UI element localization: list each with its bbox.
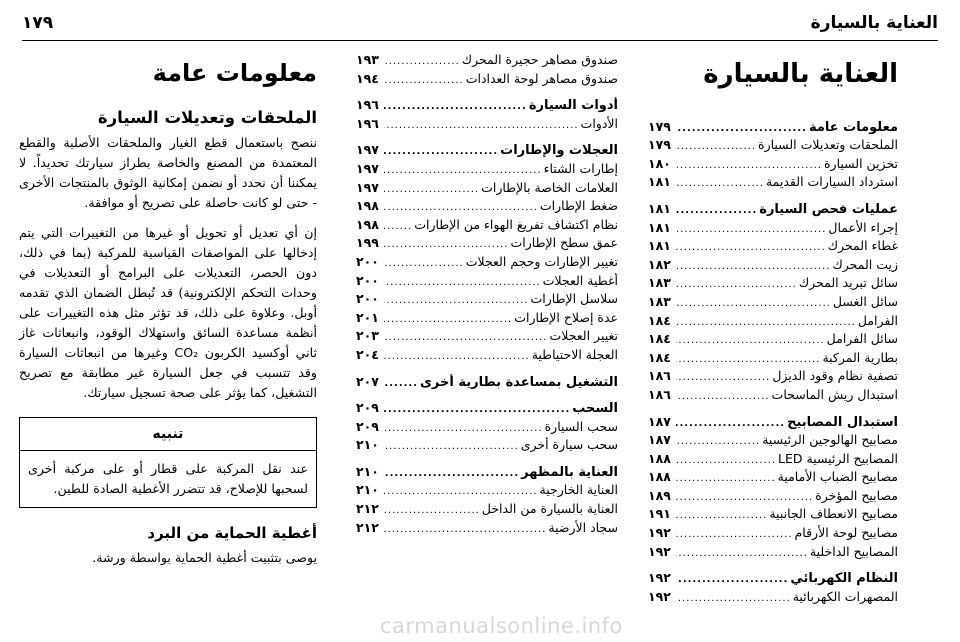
toc-leader-dots [676,574,788,585]
toc-leader-dots [384,239,509,250]
toc-page-number: ١٩٢ [648,570,671,586]
toc-leader-dots [384,441,519,452]
toc-entry[interactable] [356,52,618,71]
toc-entry[interactable] [648,469,898,488]
toc-leader-dots [384,146,498,157]
toc-page-number: ١٩٩ [356,235,379,251]
toc-entry[interactable] [356,310,618,329]
toc-entry-text: تغيير الإطارات وحجم العجلات [465,253,618,269]
toc-heading-text: أدوات السيارة [528,98,618,114]
toc-page-number: ١٩٧ [356,142,379,158]
toc-entry-text: غطاء المحرك [827,238,898,254]
toc-leader-dots [384,184,479,195]
header-page-number: ١٧٩ [22,13,54,33]
toc-leader-dots [384,295,529,306]
toc-page-number: ٢١٢ [356,501,379,517]
toc-entry-text: سلاسل الإطارات [530,291,618,307]
toc-entry[interactable] [648,544,898,563]
toc-heading-text: العجلات والإطارات [500,143,618,159]
toc-page-number: ١٨٩ [648,487,671,503]
toc-entry[interactable] [356,161,618,180]
toc-entry[interactable] [648,257,898,276]
toc-leader-dots [676,510,767,521]
paragraph-covers: يوصى بتثبيت أغطية الحماية بواسطة ورشة. [92,550,317,566]
toc-leader-dots [676,123,807,134]
toc-page-number: ١٩٧ [356,179,379,195]
toc-heading-text: معلومات عامة [808,119,898,135]
toc-entry[interactable] [356,71,618,90]
header-title: العناية بالسيارة [810,13,938,33]
toc-page-number: ١٧٩ [648,118,671,134]
toc-entry-text: استرداد السيارات القديمة [765,174,898,190]
toc-entry-text: مصابيح لوحة الأرقام [794,525,898,541]
toc-entry[interactable] [648,451,898,470]
toc-leader-dots [676,261,830,272]
paragraph-accessories: ننصح باستعمال قطع الغيار والملحقات الأصلية والقطع المعتمدة من المصنع والخاصة بطراز سيارتك تحديداً. لا يمكننا أن نحدد أو نضمن إمكانية الوثوق بالمنتجات الأخرى - حتى لو كانت حاصلة على تصريح أو موافقة. [19,135,317,211]
toc-leader-dots [676,473,776,484]
toc-entry[interactable] [648,294,898,313]
toc-leader-dots [676,455,776,466]
toc-heading-text: عمليات فحص السيارة [759,201,898,217]
toc-entry[interactable] [648,525,898,544]
toc-page-number: ١٩٧ [356,160,379,176]
toc-page-number: ٢٠٠ [356,272,379,288]
toc-leader-dots [384,505,480,516]
toc-section-heading[interactable] [356,400,618,419]
toc-entry-text: سحب سيارة أخرى [520,437,618,453]
toc-entry-text: العناية الخارجية [539,482,618,498]
toc-leader-dots [384,101,527,112]
toc-entry[interactable] [648,220,898,239]
toc-page-number: ٢٠١ [356,309,379,325]
toc-page-number: ٢٠٤ [356,346,379,362]
toc-entry[interactable] [648,137,898,156]
toc-entry-text: الملحقات وتعديلات السيارة [758,137,898,153]
toc-leader-dots [676,354,820,365]
toc-entry[interactable] [648,238,898,257]
toc-entry[interactable] [356,437,618,456]
toc-entry-text: سائل تبريد المحرك [798,275,898,291]
toc-page-number: ١٨٦ [648,386,671,402]
toc-section-heading[interactable] [356,374,618,393]
toc-section-heading[interactable] [648,201,898,220]
toc-page-number: ١٨٤ [648,312,671,328]
toc-entry-text: مصابيح الانعطاف الجانبية [769,506,898,522]
toc-entry-text: الأدوات [580,115,618,131]
toc-entry-text: المصابيح الرئيسية LED [778,450,898,466]
toc-page-number: ١٨٨ [648,450,671,466]
toc-entry-text: مصابيح المؤخرة [815,487,898,503]
toc-entry-text: صندوق مصاهر حجيرة المحرك [461,52,618,67]
toc-entry[interactable] [648,174,898,193]
toc-entry-text: العلامات الخاصة بالإطارات [481,179,618,195]
toc-middle-column [356,52,618,538]
toc-entry-text: العناية بالسيارة من الداخل [481,501,618,517]
toc-leader-dots [676,436,760,447]
caution-title: تنبيه [20,418,316,451]
toc-entry-text: إجراء الأعمال [828,219,898,235]
toc-entry-text: المصابيح الداخلية [809,543,898,559]
toc-entry-text: المصهرات الكهربائية [792,588,898,604]
toc-leader-dots [676,372,770,383]
toc-entry[interactable] [648,488,898,507]
toc-entry[interactable] [356,482,618,501]
toc-page-number: ١٧٩ [648,137,671,153]
toc-section-heading[interactable] [648,119,898,138]
toc-leader-dots [384,351,530,362]
toc-entry-text: تخزين السيارة [823,155,898,171]
toc-entry[interactable] [356,520,618,539]
toc-leader-dots [676,317,856,328]
toc-page-number: ٢٠٩ [356,418,379,434]
toc-leader-dots [384,486,538,497]
toc-entry[interactable] [648,432,898,451]
toc-page-number: ٢٠٣ [356,328,379,344]
toc-page-number: ١٨٤ [648,349,671,365]
toc-entry-text: مصابيح الضباب الأمامية [777,469,898,485]
toc-leader-dots [676,160,822,171]
toc-section-heading[interactable] [356,464,618,483]
toc-page-number: ١٨١ [648,219,671,235]
toc-page-number: ١٩٨ [356,216,379,232]
toc-page-number: ٢٠٧ [356,373,379,389]
toc-entry[interactable] [648,387,898,406]
toc-entry-text: العجلة الاحتياطية [531,346,618,362]
toc-leader-dots [676,335,825,346]
toc-entry[interactable] [648,331,898,350]
caution-box [19,417,317,508]
toc-page-number: ١٩٢ [648,543,671,559]
toc-heading-text: التشغيل بمساعدة بطارية أخرى [420,374,618,390]
toc-section-heading[interactable] [648,570,898,589]
toc-page-number: ١٩٢ [648,525,671,541]
toc-entry[interactable] [648,275,898,294]
toc-entry-text: عدة إصلاح الإطارات [514,309,618,325]
toc-entry-text: الفرامل [857,312,898,328]
toc-entry-text: سائل الغسل [832,293,898,309]
toc-page-number: ١٨١ [648,238,671,254]
toc-page-number: ٢٠٠ [356,291,379,307]
chapter-title: العناية بالسيارة [703,59,898,89]
toc-leader-dots [384,202,538,213]
toc-page-number: ٢١٢ [356,519,379,535]
toc-page-number: ١٨٧ [648,432,671,448]
toc-section-heading[interactable] [356,97,618,116]
toc-right-list [648,119,898,608]
toc-entry-text: صندوق مصاهر لوحة العدادات [465,70,618,86]
toc-leader-dots [384,524,546,535]
toc-entry-text: زيت المحرك [832,256,898,272]
toc-leader-dots [676,418,785,429]
toc-leader-dots [676,593,791,604]
caution-text: عند نقل المركبة على قطار أو على مركبة أخرى لسحبها للإصلاح، قد تتضرر الأغطية الصادة للطين. [28,461,308,497]
toc-entry-text: مصابيح الهالوجين الرئيسية [762,432,898,448]
toc-leader-dots [676,141,756,152]
toc-middle-list [356,52,618,538]
toc-heading-text: استبدال المصابيح [787,414,898,430]
paragraph-modifications: إن أي تعديل أو تحويل أو غيرها من التغييرات التي يتم إدخالها على المواصفات القياسية للمركبة (بما في ذلك، دون الحصر، التعديلات على البرامج أو التعديلات في وحدات التحكم الإلكترونية) قد تُبطل الضمان الذي تقدمه أوبل. وعلاوة على ذلك، قد تؤثر مثل هذه التغييرات على أنظمة مساعدة السائق واستهلاك الوقود، وانبعاثات غاز ثاني أوكسيد الكربون CO₂ وغيرها من انبعاثات السيارة وقد تتسبب في جعل السيارة غير مطابقة مع تصريح التشغيل، كما يؤثر على صحة تسجيل سيارتك. [19,225,318,401]
general-info-column [19,52,317,578]
toc-page-number: ١٨٤ [648,331,671,347]
toc-leader-dots [384,468,519,479]
toc-entry[interactable] [648,350,898,369]
toc-entry[interactable] [356,235,618,254]
toc-page-number: ٢١٠ [356,437,379,453]
toc-page-number: ١٨١ [648,200,671,216]
toc-leader-dots [676,279,797,290]
toc-entry[interactable] [356,501,618,520]
toc-leader-dots [384,258,464,269]
subsection-title-covers: أغطية الحماية من البرد [147,524,317,543]
toc-leader-dots [384,221,412,232]
toc-entry[interactable] [356,116,618,135]
toc-page-number: ٢٠٩ [356,400,379,416]
toc-leader-dots [384,120,579,131]
toc-leader-dots [384,314,512,325]
toc-entry-text: سائل الفرامل [826,331,898,347]
toc-entry[interactable] [356,217,618,236]
toc-leader-dots [676,242,826,253]
toc-entry-text: سحب السيارة [544,418,618,434]
toc-entry-text: إطارات الشتاء [543,160,618,176]
toc-page-number: ١٨٣ [648,275,671,291]
toc-leader-dots [384,423,543,434]
toc-entry[interactable] [356,254,618,273]
toc-leader-dots [676,178,764,189]
toc-leader-dots [676,548,808,559]
toc-page-number: ٢١٠ [356,482,379,498]
page-header [22,6,938,41]
toc-entry-text: استبدال ريش الماسحات [771,386,898,402]
toc-leader-dots [676,224,826,235]
toc-entry-text: أغطية العجلات [542,272,618,288]
toc-page-number: ١٩٨ [356,198,379,214]
toc-entry[interactable] [356,291,618,310]
toc-leader-dots [384,75,464,86]
toc-leader-dots [676,391,770,402]
toc-entry-text: سجاد الأرضية [548,519,618,535]
toc-leader-dots [676,298,831,309]
toc-entry[interactable] [356,328,618,347]
toc-entry-text: عمق سطح الإطارات [510,235,618,251]
toc-leader-dots [384,378,418,389]
toc-leader-dots [384,404,570,415]
toc-heading-text: النظام الكهربائي [790,571,898,587]
toc-heading-text: السحب [572,401,618,417]
toc-entry-text: تصفية نظام وقود الديزل [772,368,898,384]
toc-page-number: ١٨١ [648,174,671,190]
toc-page-number: ١٨٦ [648,368,671,384]
toc-entry-text: نظام اكتشاف تفريغ الهواء من الإطارات [414,216,618,232]
toc-page-number: ١٩٦ [356,115,379,131]
watermark: carmanualsonline.info [380,614,623,638]
toc-entry-text: بطارية المركبة [822,349,898,365]
toc-leader-dots [676,529,793,540]
toc-page-number: ١٩٢ [648,588,671,604]
toc-entry-text: تغيير العجلات [549,328,618,344]
toc-page-number: ١٩٤ [356,70,379,86]
toc-entry-text: ضغط الإطارات [539,198,618,214]
toc-page-number: ١٨٠ [648,155,671,171]
toc-entry[interactable] [648,506,898,525]
subsection-title-accessories: الملحقات وتعديلات السيارة [97,108,317,128]
toc-entry[interactable] [356,419,618,438]
toc-page-number: ١٨٧ [648,413,671,429]
toc-entry[interactable] [356,198,618,217]
toc-leader-dots [384,165,542,176]
toc-page-number: ١٨٨ [648,469,671,485]
toc-entry[interactable] [648,156,898,175]
toc-leader-dots [384,56,460,67]
toc-entry[interactable] [356,347,618,366]
toc-heading-text: العناية بالمظهر [521,464,618,480]
toc-page-number: ١٩٣ [356,52,379,67]
toc-section-heading[interactable] [356,142,618,161]
toc-page-number: ١٨٢ [648,256,671,272]
toc-entry[interactable] [648,313,898,332]
toc-entry[interactable] [356,273,618,292]
toc-leader-dots [676,492,813,503]
toc-page-number: ١٩٦ [356,97,379,113]
toc-right-column [648,52,898,607]
toc-leader-dots [384,332,547,343]
toc-page-number: ١٨٣ [648,293,671,309]
toc-entry[interactable] [356,180,618,199]
toc-entry[interactable] [648,589,898,608]
section-title: معلومات عامة [152,59,317,87]
toc-page-number: ٢١٠ [356,463,379,479]
toc-section-heading[interactable] [648,414,898,433]
toc-entry[interactable] [648,368,898,387]
toc-leader-dots [676,205,757,216]
toc-page-number: ٢٠٠ [356,253,379,269]
toc-leader-dots [384,277,541,288]
toc-page-number: ١٩١ [648,506,671,522]
